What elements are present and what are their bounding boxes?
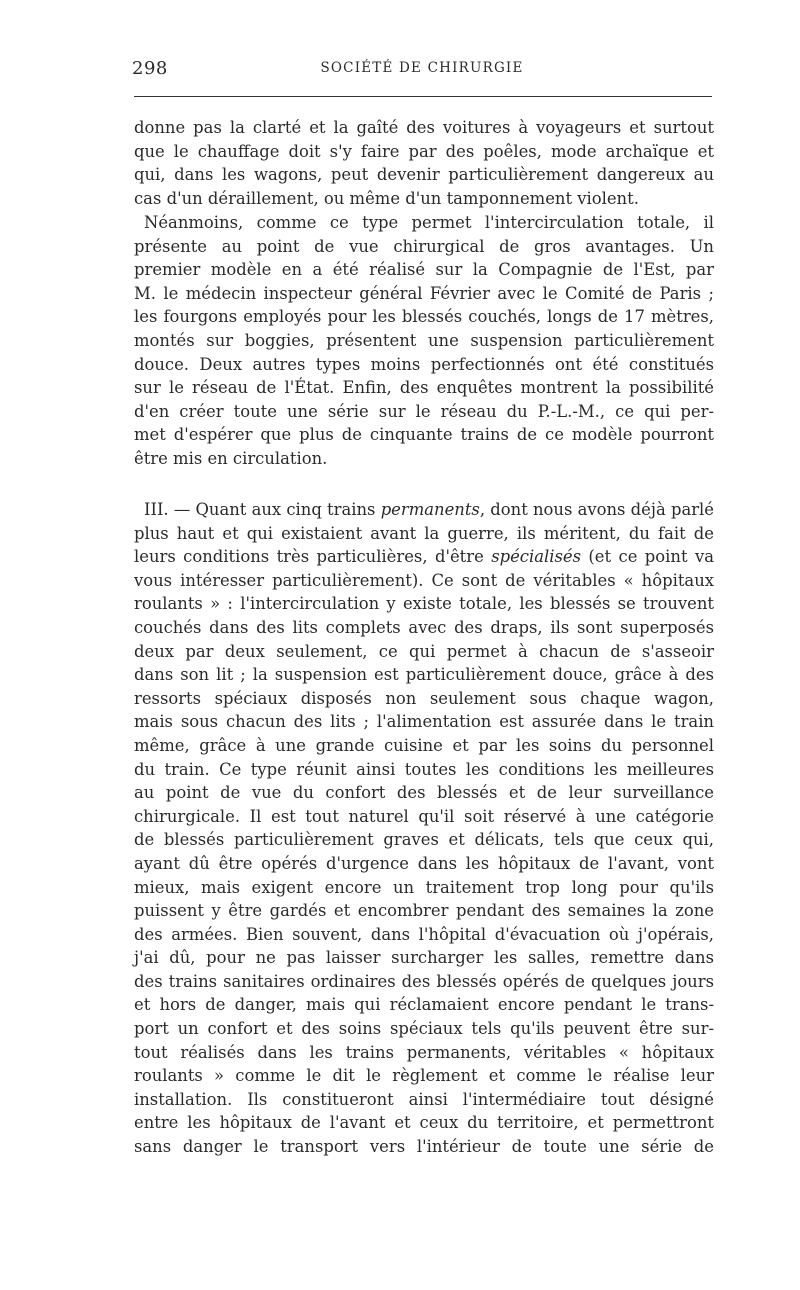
text-line: installation. Ils constitueront ainsi l'intermédiaire tout désigné — [134, 1089, 714, 1109]
emphasis-text: spécialisés — [491, 547, 581, 567]
text-run: leurs conditions très particulières, d'être — [134, 547, 492, 567]
text-line: j'ai dû, pour ne pas laisser surcharger les salles, remettre dans — [134, 948, 714, 968]
text-line: même, grâce à une grande cuisine et par les soins du personnel — [134, 735, 714, 755]
text-line: des trains sanitaires ordinaires des blessés opérés de quelques jours — [134, 971, 714, 991]
text-line — [134, 545, 714, 569]
text-line: Néanmoins, comme ce type permet l'intercirculation totale, il — [144, 213, 714, 232]
text-line: sans danger le transport vers l'intérieur de toute une série de — [134, 1137, 714, 1157]
text-line: chirurgicale. Il est tout naturel qu'il soit réservé à une catégorie — [134, 806, 714, 826]
text-line: au point de vue du confort des blessés et de leur surveillance — [134, 783, 714, 803]
text-line: ressorts spéciaux disposés non seulement sous chaque wagon, — [134, 688, 714, 708]
text-line: que le chauffage doit s'y faire par des poêles, mode archaïque et — [134, 141, 714, 161]
text-line: être mis en circulation. — [134, 448, 328, 468]
text-run: (et ce point va — [581, 547, 714, 567]
text-line: ayant dû être opérés d'urgence dans les hôpitaux de l'avant, vont — [134, 853, 714, 873]
text-line: de blessés particulièrement graves et délicats, tels que ceux qui, — [134, 830, 714, 850]
text-line: des armées. Bien souvent, dans l'hôpital d'évacuation où j'opérais, — [134, 924, 714, 944]
text-line: montés sur boggies, présentent une suspension particulièrement — [134, 330, 714, 350]
text-line: dans son lit ; la suspension est particulièrement douce, grâce à des — [134, 665, 714, 685]
text-line: met d'espérer que plus de cinquante trains de ce modèle pourront — [134, 425, 714, 445]
text-line: entre les hôpitaux de l'avant et ceux du territoire, et permettront — [134, 1113, 714, 1133]
text-line: donne pas la clarté et la gaîté des voitures à voyageurs et surtout — [134, 118, 714, 137]
text-line: et hors de danger, mais qui réclamaient encore pendant le trans- — [134, 995, 714, 1015]
text-line: sur le réseau de l'État. Enfin, des enquêtes montrent la possibilité — [134, 378, 714, 398]
text-line: douce. Deux autres types moins perfectionnés ont été constitués — [134, 354, 714, 374]
text-line: vous intéresser particulièrement). Ce sont de véritables « hôpitaux — [134, 570, 714, 590]
text-line: les fourgons employés pour les blessés couchés, longs de 17 mètres, — [134, 307, 714, 327]
paragraph-3 — [134, 498, 714, 1159]
text-line: tout réalisés dans les trains permanents, véritables « hôpitaux — [134, 1042, 714, 1062]
text-line: puissent y être gardés et encombrer pendant des semaines la zone — [134, 901, 714, 921]
page-number: 298 — [132, 58, 168, 79]
text-line: mieux, mais exigent encore un traitement trop long pour qu'ils — [134, 877, 714, 897]
paragraph-2 — [134, 211, 714, 471]
text-line: roulants » comme le dit le règlement et comme le réalise leur — [134, 1066, 714, 1086]
text-line: port un confort et des soins spéciaux tels qu'ils peuvent être sur- — [134, 1019, 714, 1039]
text-line: d'en créer toute une série sur le réseau du P.-L.-M., ce qui per- — [134, 401, 714, 421]
text-line: deux par deux seulement, ce qui permet à chacun de s'asseoir — [134, 641, 714, 661]
text-line: roulants » : l'intercirculation y existe totale, les blessés se trouvent — [134, 594, 714, 614]
emphasis-text: permanents — [380, 500, 480, 519]
header-rule — [134, 96, 712, 97]
paragraph-1 — [134, 116, 714, 210]
text-run: , dont nous avons déjà parlé — [479, 500, 714, 519]
text-line: du train. Ce type réunit ainsi toutes les conditions les meilleures — [134, 759, 714, 779]
text-line: M. le médecin inspecteur général Février avec le Comité de Paris ; — [134, 283, 714, 303]
text-line: cas d'un déraillement, ou même d'un tamponnement violent. — [134, 188, 639, 208]
text-line: qui, dans les wagons, peut devenir particulièrement dangereux au — [134, 165, 714, 185]
text-line: mais sous chacun des lits ; l'alimentation est assurée dans le train — [134, 712, 714, 732]
text-line: couchés dans des lits complets avec des draps, ils sont superposés — [134, 617, 714, 637]
running-head: SOCIÉTÉ DE CHIRURGIE — [320, 60, 524, 76]
text-line — [134, 498, 714, 522]
text-line: premier modèle en a été réalisé sur la Compagnie de l'Est, par — [134, 260, 714, 280]
text-line: plus haut et qui existaient avant la guerre, ils méritent, du fait de — [134, 523, 714, 543]
text-run: III. — Quant aux cinq trains — [144, 500, 381, 519]
text-line: présente au point de vue chirurgical de gros avantages. Un — [134, 236, 714, 256]
page-header — [132, 58, 712, 84]
